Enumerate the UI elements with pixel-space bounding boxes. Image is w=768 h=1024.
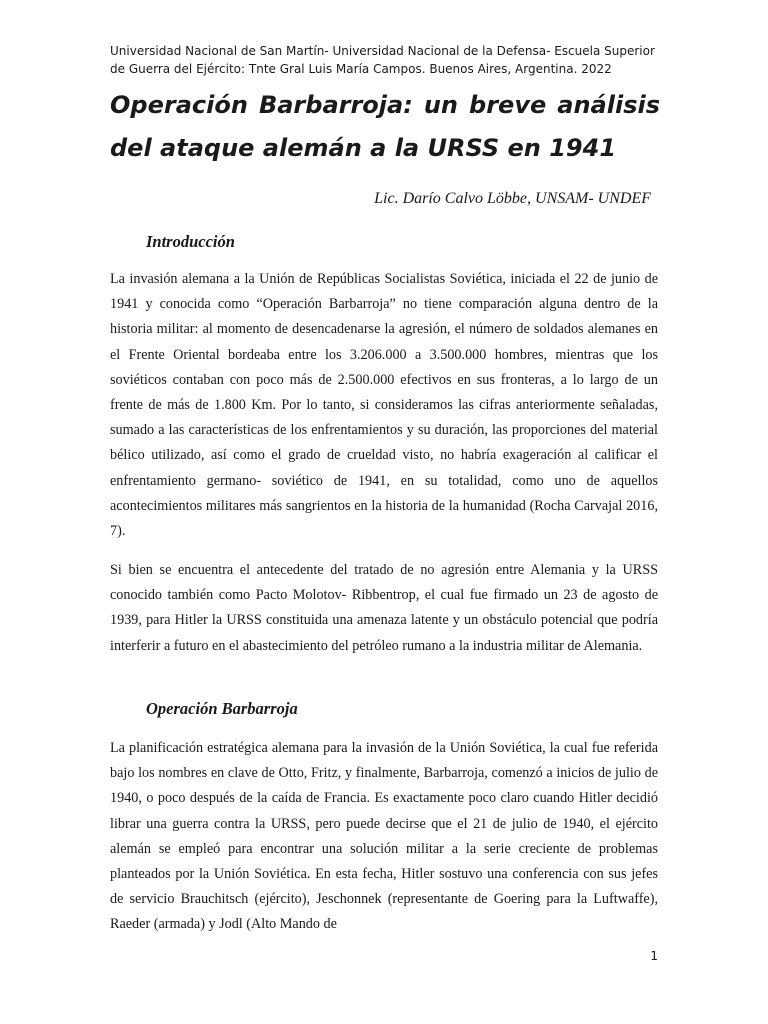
paragraph: La planificación estratégica alemana para la invasión de la Unión Soviética, la cual fue referida bajo los nombres en clave de Otto, Fritz, y finalmente, Barbarroja, comenzó a inicios de julio de 1940, o poco después de la caída de Francia. Es exactamente poco claro cuando Hitler decidió librar una guerra contra la URSS, pero puede decirse que el 21 de julio de 1940, el ejército alemán se empleó para encontrar una solución militar a la serie creciente de problemas planteados por la Unión Soviética. En esta fecha, Hitler sostuvo una conferencia con sus jefes de servicio Brauchitsch (ejército), Jeschonnek (representante de Goering para la Luftwaffe), Raeder (armada) y Jodl (Alto Mando de [110,740,658,933]
running-header: Universidad Nacional de San Martín- Universidad Nacional de la Defensa- Escuela Superior de Guerra del Ejército: Tnte Gral Luis María Campos. Buenos Aires, Argentina. 2022 [110,44,655,76]
section-heading-introduccion: Introducción [146,232,235,251]
author-line: Lic. Darío Calvo Löbbe, UNSAM- UNDEF [374,190,651,207]
paragraph: La invasión alemana a la Unión de Repúblicas Socialistas Soviética, iniciada el 22 de junio de 1941 y conocida como “Operación Barbarroja” no tiene comparación alguna dentro de la historia militar: al momento de desencadenarse la agresión, el número de soldados alemanes en el Frente Oriental bordeaba entre los 3.206.000 a 3.500.000 hombres, mientras que los soviéticos contaban con poco más de 2.500.000 efectivos en sus fronteras, a lo largo de un frente de más de 1.800 Km. Por lo tanto, si consideramos las cifras anteriormente señaladas, sumado a las características de los enfrentamientos y su duración, las proporciones del material bélico utilizado, así como el grado de crueldad visto, no habría exageración al calificar el enfrentamiento germano- soviético de 1941, en su totalidad, como uno de aquellos acontecimientos militares más sangrientos en la historia de la humanidad (Rocha Carvajal 2016, 7). [110,271,658,540]
paragraph: Si bien se encuentra el antecedente del tratado de no agresión entre Alemania y la URSS conocido también como Pacto Molotov- Ribbentrop, el cual fue firmado un 23 de agosto de 1939, para Hitler la URSS constituida una amenaza latente y un obstáculo potencial que podría interferir a futuro en el abastecimiento del petróleo rumano a la industria militar de Alemania. [110,562,658,654]
section-heading-operacion-barbarroja: Operación Barbarroja [146,699,298,718]
document-title: Operación Barbarroja: un breve análisis del ataque alemán a la URSS en 1941 [110,91,660,162]
page-number: 1 [650,949,658,963]
